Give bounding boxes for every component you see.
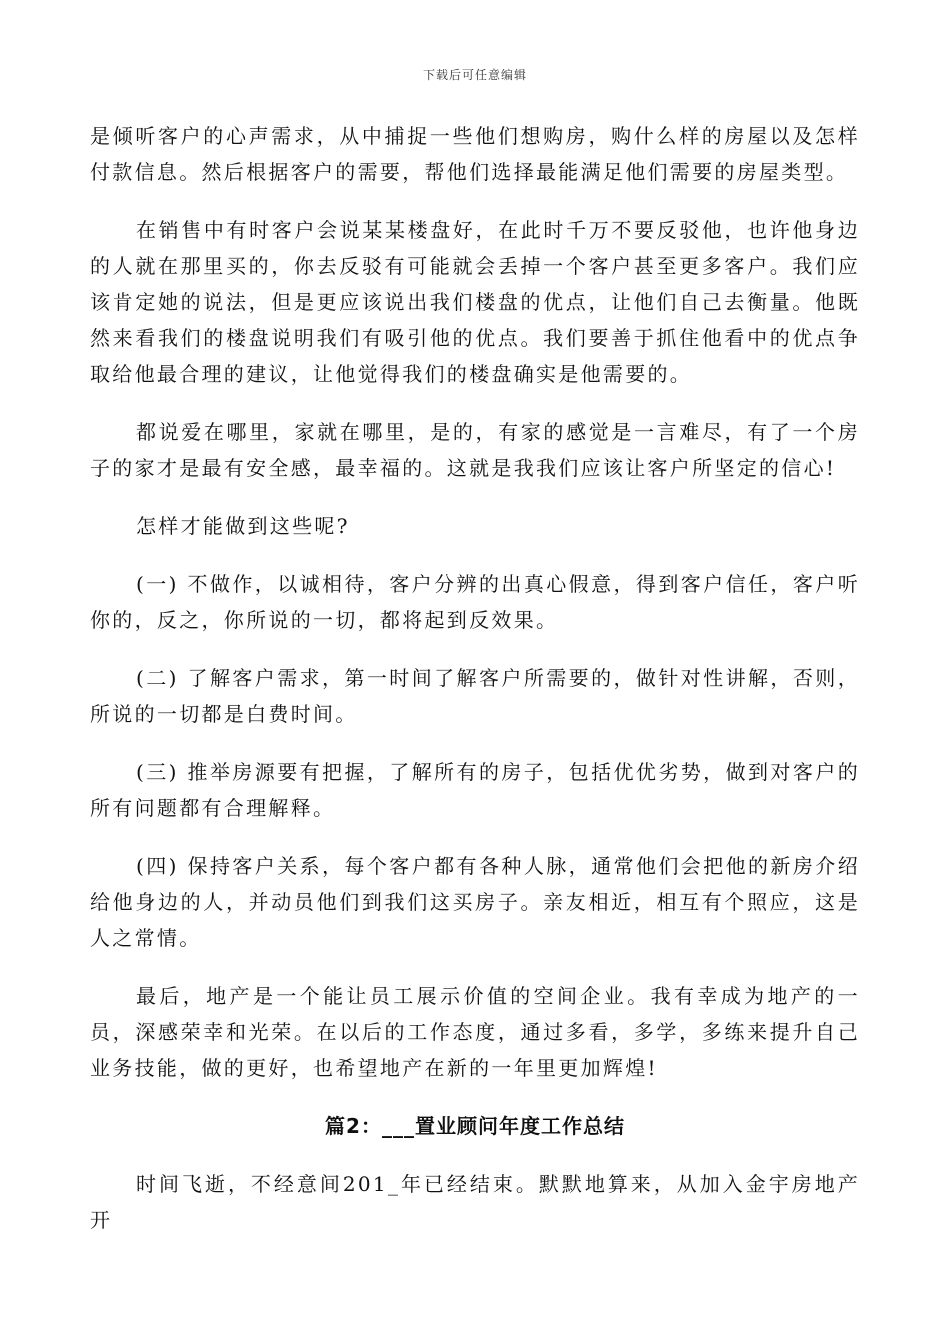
page-header-note: 下载后可任意编辑	[422, 68, 527, 82]
document-body	[90, 118, 860, 1260]
paragraph-point-1: (一) 不做作，以诚相待，客户分辨的出真心假意，得到客户信任，客户听你的，反之，你所说的一切，都将起到反效果。	[90, 572, 860, 632]
paragraph-home-feeling: 都说爱在哪里，家就在哪里，是的，有家的感觉是一言难尽，有了一个房子的家才是最有安全感，最幸福的。这就是我我们应该让客户所坚定的信心!	[90, 420, 860, 480]
paragraph-section-intro: 时间飞逝，不经意间201_年已经结束。默默地算来，从加入金宇房地产开	[90, 1172, 860, 1232]
paragraph-point-2: (二) 了解客户需求，第一时间了解客户所需要的，做针对性讲解，否则，所说的一切都是白费时间。	[90, 666, 860, 726]
paragraph-question: 怎样才能做到这些呢?	[136, 514, 350, 538]
paragraph-conclusion: 最后，地产是一个能让员工展示价值的空间企业。我有幸成为地产的一员，深感荣幸和光荣。在以后的工作态度，通过多看，多学，多练来提升自己业务技能，做的更好，也希望地产在新的一年里更加辉煌!	[90, 984, 860, 1080]
paragraph-continued: 是倾听客户的心声需求，从中捕捉一些他们想购房，购什么样的房屋以及怎样付款信息。然后根据客户的需要，帮他们选择最能满足他们需要的房屋类型。	[90, 124, 860, 184]
paragraph-sales-advice: 在销售中有时客户会说某某楼盘好，在此时千万不要反驳他，也许他身边的人就在那里买的，你去反驳有可能就会丢掉一个客户甚至更多客户。我们应该肯定她的说法，但是更应该说出我们楼盘的优点，让他们自己去衡量。他既然来看我们的楼盘说明我们有吸引他的优点。我们要善于抓住他看中的优点争取给他最合理的建议，让他觉得我们的楼盘确实是他需要的。	[90, 218, 860, 386]
paragraph-point-4: (四) 保持客户关系，每个客户都有各种人脉，通常他们会把他的新房介绍给他身边的人，并动员他们到我们这买房子。亲友相近，相互有个照应，这是人之常情。	[90, 854, 860, 950]
paragraph-point-3: (三) 推举房源要有把握，了解所有的房子，包括优优劣势，做到对客户的所有问题都有合理解释。	[90, 760, 860, 820]
section-heading: 篇2：___置业顾问年度工作总结	[325, 1114, 625, 1138]
